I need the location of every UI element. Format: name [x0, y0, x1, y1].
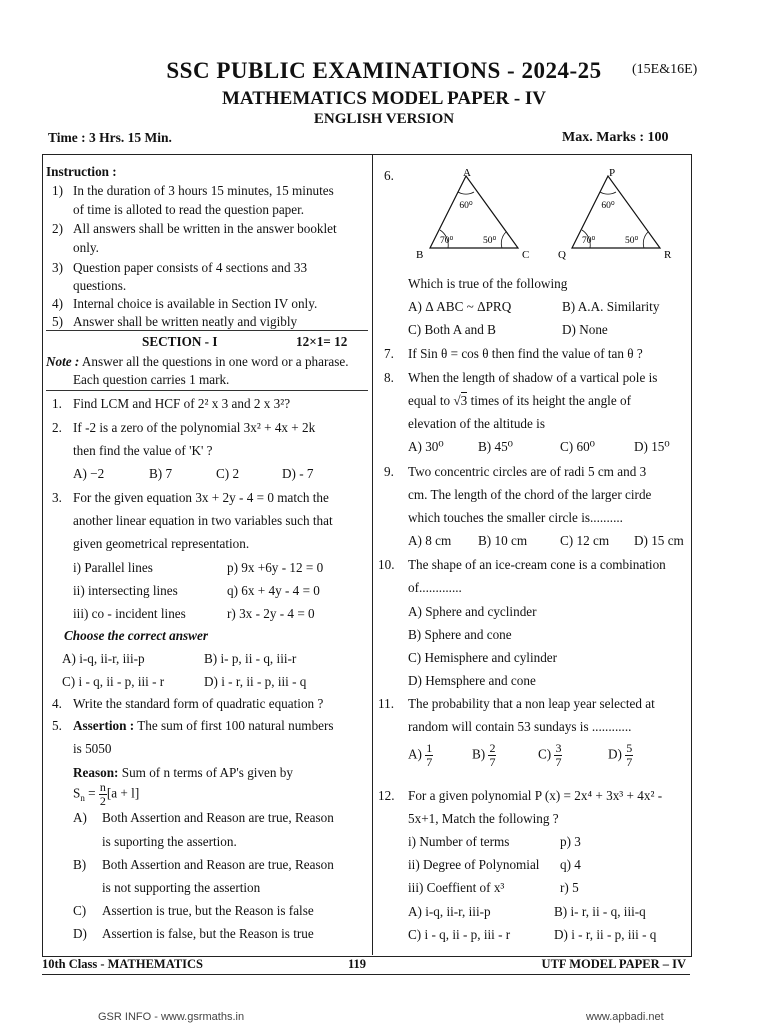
label-a: A — [463, 168, 471, 179]
paper-version: ENGLISH VERSION — [313, 111, 455, 127]
q5-formula-num: n — [99, 780, 106, 794]
q3-option-a: A) i-q, ii-r, iii-p — [62, 651, 145, 666]
q8-text-2b: times of its height the angle of — [467, 393, 631, 408]
q2-text-2: then find the value of 'K' ? — [73, 443, 213, 458]
q11-option-a-fraction — [425, 742, 433, 769]
q12-option-a: A) i-q, ii-r, iii-p — [408, 904, 491, 919]
q2-option-b: B) 7 — [149, 466, 173, 481]
q2-option-c: C) 2 — [216, 466, 240, 481]
section-marks: 12×1= 12 — [296, 334, 348, 349]
note-label: Note : — [46, 354, 80, 369]
q1-number: 1. — [52, 396, 62, 411]
instr-num-3: 3) — [52, 260, 63, 275]
q5-opt-d-label: D) — [73, 926, 87, 941]
q12-option-d: D) i - r, ii - p, iii - q — [554, 927, 657, 942]
q5-formula-lhs: S — [73, 785, 81, 801]
q5-assertion-text-2: is 5050 — [73, 741, 112, 756]
q5-formula-sub: n — [80, 793, 85, 804]
q6-option-a: A) Δ ABC ~ ΔPRQ — [408, 299, 512, 314]
q3-option-d: D) i - r, ii - p, iii - q — [204, 674, 307, 689]
q7-text: If Sin θ = cos θ then find the value of tan θ ? — [408, 346, 643, 361]
q7-number: 7. — [384, 346, 394, 361]
q11-option-d-fraction — [625, 742, 633, 769]
q11-b-den: 7 — [489, 755, 496, 769]
instr-text-1: In the duration of 3 hours 15 minutes, 15 minutes — [73, 183, 334, 198]
q5-number: 5. — [52, 718, 62, 733]
q10-number: 10. — [378, 557, 395, 572]
q5-formula-den: 2 — [99, 794, 106, 808]
footer-class: 10th Class - MATHEMATICS — [42, 957, 204, 971]
q9-text-3: which touches the smaller circle is.......... — [408, 510, 623, 525]
q6-number: 6. — [384, 168, 394, 183]
q8-option-b: B) 45⁰ — [478, 439, 513, 454]
q12-text-2: 5x+1, Match the following ? — [408, 811, 559, 826]
q11-option-d — [608, 742, 633, 769]
q3-row-3-left: iii) co - incident lines — [73, 606, 186, 621]
label-q: Q — [558, 249, 566, 260]
q8-option-c: C) 60⁰ — [560, 439, 595, 454]
angle-c-value: 50⁰ — [483, 236, 497, 246]
q6-option-b: B) A.A. Similarity — [562, 299, 660, 314]
q2-option-d: D) - 7 — [282, 466, 314, 481]
note-text: Answer all the questions in one word or a pharase. — [81, 354, 349, 369]
q5-opt-b-text: Both Assertion and Reason are true, Reason — [102, 857, 334, 872]
section-title: SECTION - I — [142, 334, 218, 349]
q3-row-3-right: r) 3x - 2y - 4 = 0 — [227, 606, 315, 621]
q5-reason-text: Sum of n terms of AP's given by — [118, 765, 293, 780]
q8-text-3: elevation of the altitude is — [408, 416, 545, 431]
q11-number: 11. — [378, 696, 394, 711]
angle-arc-r — [643, 232, 648, 248]
q5-assertion-label: Assertion : — [73, 718, 135, 733]
q6-option-c: C) Both A and B — [408, 322, 496, 337]
angle-b-value: 70⁰ — [440, 236, 454, 246]
source-site-left: GSR INFO - www.gsrmaths.in — [98, 1011, 245, 1023]
instr-text-4: Internal choice is available in Section IV only. — [73, 296, 318, 311]
q5-opt-c-text: Assertion is true, but the Reason is false — [102, 903, 314, 918]
q12-row-1-left: i) Number of terms — [408, 834, 510, 849]
q3-text-1: For the given equation 3x + 2y - 4 = 0 match the — [73, 490, 329, 505]
instr-text-1b: of time is alloted to read the question paper. — [73, 202, 305, 217]
q10-option-a: A) Sphere and cyclinder — [408, 604, 537, 619]
q2-option-a: A) −2 — [73, 466, 105, 481]
note-text-2: Each question carries 1 mark. — [73, 372, 230, 387]
paper-subtitle: MATHEMATICS MODEL PAPER - IV — [221, 88, 547, 109]
q10-option-d: D) Hemsphere and cone — [408, 673, 536, 688]
instr-num-2: 2) — [52, 221, 63, 236]
q9-option-b: B) 10 cm — [478, 533, 528, 548]
q8-number: 8. — [384, 370, 394, 385]
q9-option-c: C) 12 cm — [560, 533, 610, 548]
q12-text-1: For a given polynomial P (x) = 2x⁴ + 3x³ + 4x² - — [408, 788, 663, 803]
instr-text-5: Answer shall be written neatly and vigibly — [73, 314, 298, 329]
angle-arc-c — [501, 232, 506, 248]
max-marks: Max. Marks : 100 — [562, 130, 669, 145]
q5-opt-a-text: Both Assertion and Reason are true, Reason — [102, 810, 334, 825]
q5-formula: $S_n$ = $\frac{n}{2}$ [a + l] — [73, 780, 140, 808]
q11-text-1: The probability that a non leap year selected at — [408, 696, 655, 711]
q12-number: 12. — [378, 788, 395, 803]
footer-paper-name: UTF MODEL PAPER – IV — [541, 957, 686, 971]
q8-text-2: equal to √3 times of its height the angle of — [408, 393, 631, 408]
q3-choose-label: Choose the correct answer — [64, 628, 208, 643]
q11-option-c-fraction — [554, 742, 562, 769]
q12-option-b: B) i- r, ii - q, iii-q — [554, 904, 646, 919]
instr-text-3b: questions. — [73, 278, 127, 293]
q12-option-c: C) i - q, ii - p, iii - r — [408, 927, 511, 942]
angle-arc-p — [600, 192, 616, 194]
q12-row-2-right: q) 4 — [560, 857, 581, 872]
q8-text-1: When the length of shadow of a vartical pole is — [408, 370, 658, 385]
q11-option-a-label: A) — [408, 746, 422, 762]
instr-num-1: 1) — [52, 183, 63, 198]
q9-text-1: Two concentric circles are of radi 5 cm and 3 — [408, 464, 647, 479]
footer-rule — [42, 974, 690, 975]
q2-number: 2. — [52, 420, 62, 435]
q5-opt-a-text-2: is suporting the assertion. — [102, 834, 237, 849]
q10-text-1: The shape of an ice-cream cone is a combination — [408, 557, 666, 572]
angle-p-value: 60⁰ — [601, 201, 615, 211]
instruction-heading: Instruction : — [46, 164, 117, 179]
q3-text-2: another linear equation in two variables such that — [73, 513, 333, 528]
instr-text-2: All answers shall be written in the answer booklet — [73, 221, 337, 236]
label-b: B — [416, 249, 424, 260]
source-site-right: www.apbadi.net — [586, 1011, 664, 1023]
q12-row-3-right: r) 5 — [560, 880, 579, 895]
q8-sqrt-value: 3 — [460, 393, 468, 408]
q5-assertion-text: The sum of first 100 natural numbers — [134, 718, 334, 733]
q3-row-1-left: i) Parallel lines — [73, 560, 153, 575]
q5-opt-b-label: B) — [73, 857, 87, 872]
instr-num-5: 5) — [52, 314, 63, 329]
q6-triangles-figure — [408, 168, 698, 260]
instr-text-2b: only. — [73, 240, 99, 255]
q5-opt-b-text-2: is not supporting the assertion — [102, 880, 261, 895]
label-r: R — [664, 249, 672, 260]
q10-option-c: C) Hemisphere and cylinder — [408, 650, 558, 665]
label-p: P — [608, 168, 616, 179]
note-rule — [46, 390, 368, 391]
instr-num-4: 4) — [52, 296, 63, 311]
q5-opt-c-label: C) — [73, 903, 87, 918]
q10-option-b: B) Sphere and cone — [408, 627, 512, 642]
q11-text-2: random will contain 53 sundays is ............ — [408, 719, 632, 734]
angle-q-value: 70⁰ — [582, 236, 596, 246]
q5-opt-d-text: Assertion is false, but the Reason is true — [102, 926, 314, 941]
q10-text-2: of............. — [408, 580, 462, 595]
paper-code: (15E&16E) — [632, 62, 698, 77]
label-c: C — [522, 249, 530, 260]
q11-option-c-label: C) — [538, 746, 552, 762]
q11-d-den: 7 — [626, 755, 633, 769]
q5-opt-a-label: A) — [73, 810, 87, 825]
exam-title: SSC PUBLIC EXAMINATIONS - 2024-25 — [166, 58, 602, 83]
q11-option-a — [408, 742, 433, 769]
q6-option-d: D) None — [562, 322, 608, 337]
instr-text-3: Question paper consists of 4 sections and 33 — [73, 260, 308, 275]
q4-number: 4. — [52, 696, 62, 711]
q11-option-b-label: B) — [472, 746, 486, 762]
exam-time: Time : 3 Hrs. 15 Min. — [48, 130, 172, 145]
q9-text-2: cm. The length of the chord of the larger cirde — [408, 487, 652, 502]
angle-arc-a — [458, 192, 474, 194]
q5-formula-rhs: [a + l] — [106, 785, 140, 801]
q3-row-1-right: p) 9x +6y - 12 = 0 — [227, 560, 324, 575]
q12-row-3-left: iii) Coeffient of x³ — [408, 880, 505, 895]
q11-a-den: 7 — [426, 755, 433, 769]
q3-row-2-right: q) 6x + 4y - 4 = 0 — [227, 583, 320, 598]
q11-option-c — [538, 742, 562, 769]
q11-option-b — [472, 742, 496, 769]
q11-c-den: 7 — [555, 755, 562, 769]
q3-option-b: B) i- p, ii - q, iii-r — [204, 651, 297, 666]
q1-text: Find LCM and HCF of 2² x 3 and 2 x 3²? — [73, 396, 291, 411]
angle-a-value: 60⁰ — [459, 201, 473, 211]
q6-text: Which is true of the following — [408, 276, 568, 291]
column-divider — [372, 154, 373, 955]
q2-text-1: If -2 is a zero of the polynomial 3x² + 4x + 2k — [73, 420, 316, 435]
angle-r-value: 50⁰ — [625, 236, 639, 246]
q12-row-2-left: ii) Degree of Polynomial — [408, 857, 540, 872]
q9-number: 9. — [384, 464, 394, 479]
footer-page-number: 119 — [348, 957, 367, 971]
q11-d-num: 5 — [626, 741, 633, 755]
q8-option-a: A) 30⁰ — [408, 439, 444, 454]
q9-option-a: A) 8 cm — [408, 533, 452, 548]
q11-a-num: 1 — [426, 741, 433, 755]
q3-option-c: C) i - q, ii - p, iii - r — [62, 674, 165, 689]
q3-number: 3. — [52, 490, 62, 505]
q5-formula-fraction — [99, 781, 107, 808]
q11-option-b-fraction — [488, 742, 496, 769]
q11-c-num: 3 — [555, 741, 562, 755]
q11-b-num: 2 — [489, 741, 496, 755]
q5-reason-label: Reason: — [73, 765, 119, 780]
q4-text: Write the standard form of quadratic equation ? — [73, 696, 324, 711]
q3-text-3: given geometrical representation. — [73, 536, 250, 551]
q3-row-2-left: ii) intersecting lines — [73, 583, 178, 598]
q8-text-2a: equal to — [408, 393, 454, 408]
q12-row-1-right: p) 3 — [560, 834, 581, 849]
q9-option-d: D) 15 cm — [634, 533, 684, 548]
q8-option-d: D) 15⁰ — [634, 439, 670, 454]
q11-option-d-label: D) — [608, 746, 622, 762]
